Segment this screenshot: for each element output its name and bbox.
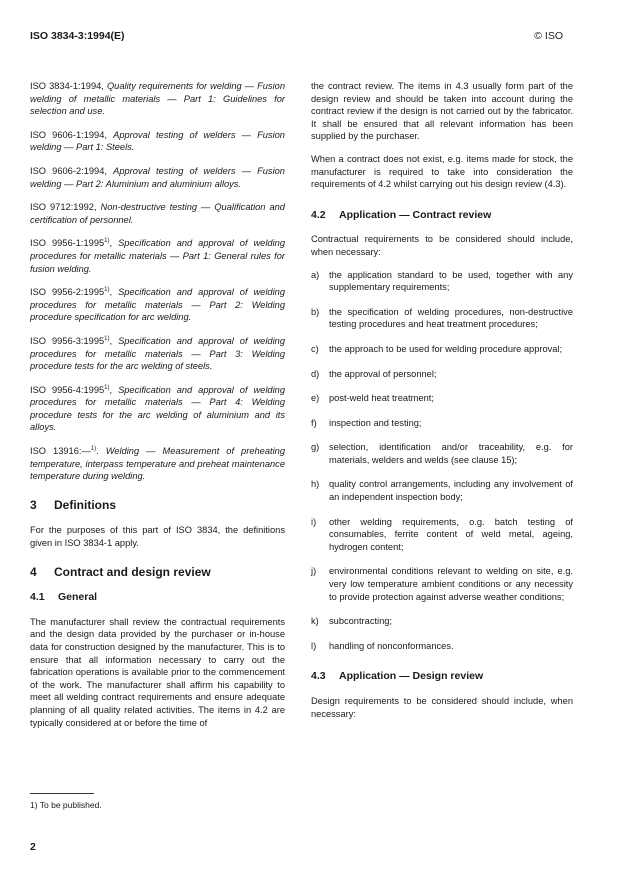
list-item: d) the approval of personnel; [311, 368, 437, 379]
section-4-3-heading: 4.3 Application — Design review [311, 670, 484, 683]
section-4-heading: 4 Contract and design review [30, 564, 211, 579]
footnote-rule [30, 793, 94, 794]
list-item: b) the specification of welding procedures, non-destructive testing procedures and heat treatment procedures; [311, 306, 573, 330]
list-item: g) selection, identification and/or traceability, e.g. for materials, welders and welds (see clause 15); [311, 442, 573, 465]
footnote: 1) To be published. [30, 800, 102, 810]
reference-item: ISO 13916:—$^{1)}$. Welding — Measurement of preheating temperature, interpass temperature and preheat maintenance temperature during welding. [30, 445, 285, 482]
section-3-text: For the purposes of this part of ISO 3834, the definitions given in ISO 3834-1 apply. [30, 525, 285, 549]
header-doc-id: ISO 3834-3:1994(E) [30, 30, 125, 42]
list-item: e) post-weld heat treatment; [311, 393, 434, 404]
list-item: k) subcontracting; [311, 616, 393, 627]
reference-item: ISO 9956-1:1995$^{1)}$, Specification and approval of welding procedures for metallic materials — Part 1: General rules for fusion welding. [30, 238, 285, 274]
section-4-1-heading: 4.1 General [30, 591, 98, 604]
reference-item: ISO 9606-2:1994, Approval testing of welders — Fusion welding — Part 2: Aluminium and aluminium alloys. [30, 165, 285, 189]
list-item: i) other welding requirements, o.g. batch testing of consumables, ferrite content of weld metal, ageing, hydrogen content; [311, 516, 573, 552]
no-contract-paragraph: When a contract does not exist, e.g. items made for stock, the manufacturer is required to take into consideration the requirements of 4.2 whilst carrying out his design review (4.3). [311, 153, 573, 190]
reference-item: ISO 9956-4:1995$^{1)}$, Specification and approval of welding procedures for metallic materials — Part 4: Welding procedure tests for the arc welding of aluminium and its alloys. [30, 384, 285, 433]
reference-item: ISO 9956-2:1995$^{1)}$, Specification and approval of welding procedures for metallic materials — Part 2: Welding procedure specification for arc welding. [30, 287, 285, 323]
list-item: f) inspection and testing; [311, 417, 422, 428]
reference-list [30, 80, 285, 483]
list-item: h) quality control arrangements, including any involvement of an independent inspection body; [311, 479, 573, 503]
page-number: 2 [30, 841, 36, 853]
header-copyright: © ISO [534, 30, 563, 42]
left-column [30, 80, 285, 739]
list-item: a) the application standard to be used, together with any supplementary requirements; [311, 269, 573, 293]
reference-item: ISO 9606-1:1994, Approval testing of welders — Fusion welding — Part 1: Steels. [30, 129, 285, 153]
list-item: l) handling of nonconformances. [311, 640, 454, 651]
section-4-3-intro: Design requirements to be considered should include, when necessary: [311, 696, 573, 719]
section-4-2-intro: Contractual requirements to be considered should include, when necessary: [311, 234, 573, 257]
reference-item: ISO 3834-1:1994, Quality requirements for welding — Fusion welding of metallic materials — Part 1: Guidelines for selection and use. [30, 81, 285, 117]
reference-item: ISO 9712:1992, Non-destructive testing — Qualification and certification of personnel. [30, 202, 285, 225]
contract-review-list [311, 269, 573, 653]
list-item: j) environmental conditions relevant to welding on site, e.g. very low temperature ambient conditions or any necessity to provide protection against adverse weather conditions; [311, 566, 573, 602]
continued-paragraph: the contract review. The items in 4.3 usually form part of the design review and should be taken into account during the contract review if the design is not carried out by the fabricator. It shall be ensured that all relevant information has been supplied by the purchaser. [311, 81, 573, 142]
section-4-2-heading: 4.2 Application — Contract review [311, 208, 492, 221]
reference-item: ISO 9956-3:1995$^{1)}$, Specification and approval of welding procedures for metallic materials — Part 3: Welding procedure tests for the arc welding of steels. [30, 335, 285, 372]
section-4-1-text: The manufacturer shall review the contractual requirements and the design data provided by the purchaser or in-house data for construction designed by the manufacturer. This is to ensure that all information necessary to carry out the fabrication operations is available prior to the commencement of the work. The manufacturer shall affirm his capability to meet all welding contract requirements and ensure adequate planning of all quality related activities. The items in 4.2 are typically considered at or before the time of [30, 616, 285, 728]
section-3-heading: 3 Definitions [30, 497, 116, 512]
list-item: c) the approach to be used for welding procedure approval; [311, 343, 563, 354]
right-column [311, 80, 573, 730]
